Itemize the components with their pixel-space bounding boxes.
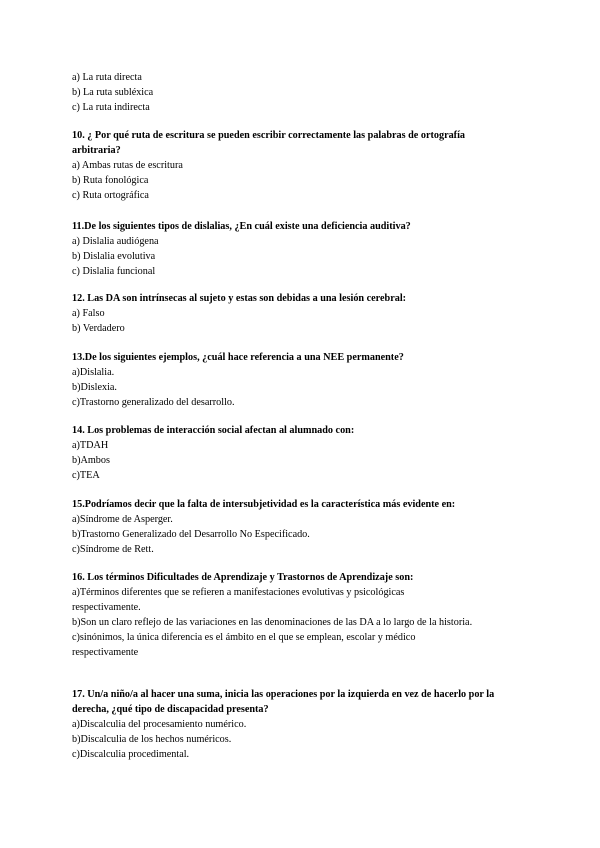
option-a: a)Síndrome de Asperger. (72, 514, 173, 525)
option-a: a)Discalculia del procesamiento numérico. (72, 719, 247, 730)
question-title: 11.De los siguientes tipos de dislalias, ¿En cuál existe una deficiencia auditiva? (72, 221, 411, 232)
question-title: 10. ¿ Por qué ruta de escritura se pueden escribir correctamente las palabras de ortografía arbitraria? (72, 130, 465, 156)
option-b: b)Trastorno Generalizado del Desarrollo No Especificado. (72, 529, 310, 540)
option-b: b)Dislexia. (72, 382, 117, 393)
option-b: b)Son un claro reflejo de las variaciones en las denominaciones de las DA a lo largo de la historia. (72, 617, 473, 628)
question-title: 17. Un/a niño/a al hacer una suma, inicia las operaciones por la izquierda en vez de hacerlo por la derecha, ¿qué tipo de discapacidad presenta? (72, 689, 495, 715)
previous-question-options (72, 70, 512, 115)
option-b: b) Ruta fonológica (72, 175, 149, 186)
question-16 (72, 570, 512, 660)
question-title: 14. Los problemas de interacción social afectan al alumnado con: (72, 425, 355, 436)
question-title: 16. Los términos Dificultades de Aprendizaje y Trastornos de Aprendizaje son: (72, 572, 414, 583)
option-c: c)TEA (72, 470, 100, 481)
option-c: c)Discalculia procedimental. (72, 749, 190, 760)
question-11 (72, 219, 512, 279)
question-12 (72, 291, 512, 336)
option-b: b)Discalculia de los hechos numéricos. (72, 734, 232, 745)
question-14 (72, 423, 512, 483)
question-title: 15.Podríamos decir que la falta de intersubjetividad es la característica más evidente en: (72, 499, 456, 510)
option-b: b)Ambos (72, 455, 110, 466)
question-title: 12. Las DA son intrínsecas al sujeto y estas son debidas a una lesión cerebral: (72, 293, 407, 304)
option-a: a)Dislalia. (72, 367, 115, 378)
option-b: b) La ruta subléxica (72, 87, 154, 98)
question-13 (72, 350, 512, 410)
option-b: b) Dislalia evolutiva (72, 251, 156, 262)
option-c: c)sinónimos, la única diferencia es el ámbito en el que se emplean, escolar y médico respectivamente (72, 632, 416, 658)
option-a: a) Dislalia audiógena (72, 236, 159, 247)
option-a: a) La ruta directa (72, 72, 142, 83)
option-c: c)Síndrome de Rett. (72, 544, 154, 555)
question-10 (72, 128, 512, 203)
question-17 (72, 687, 512, 762)
option-c: c) Dislalia funcional (72, 266, 156, 277)
option-a: a) Ambas rutas de escritura (72, 160, 183, 171)
option-c: c) La ruta indirecta (72, 102, 150, 113)
option-a: a)TDAH (72, 440, 109, 451)
option-c: c)Trastorno generalizado del desarrollo. (72, 397, 235, 408)
question-15 (72, 497, 512, 557)
option-b: b) Verdadero (72, 323, 125, 334)
option-a: a) Falso (72, 308, 105, 319)
question-title: 13.De los siguientes ejemplos, ¿cuál hace referencia a una NEE permanente? (72, 352, 404, 363)
option-a: a)Términos diferentes que se refieren a manifestaciones evolutivas y psicológicas respectivamente. (72, 587, 405, 613)
option-c: c) Ruta ortográfica (72, 190, 149, 201)
